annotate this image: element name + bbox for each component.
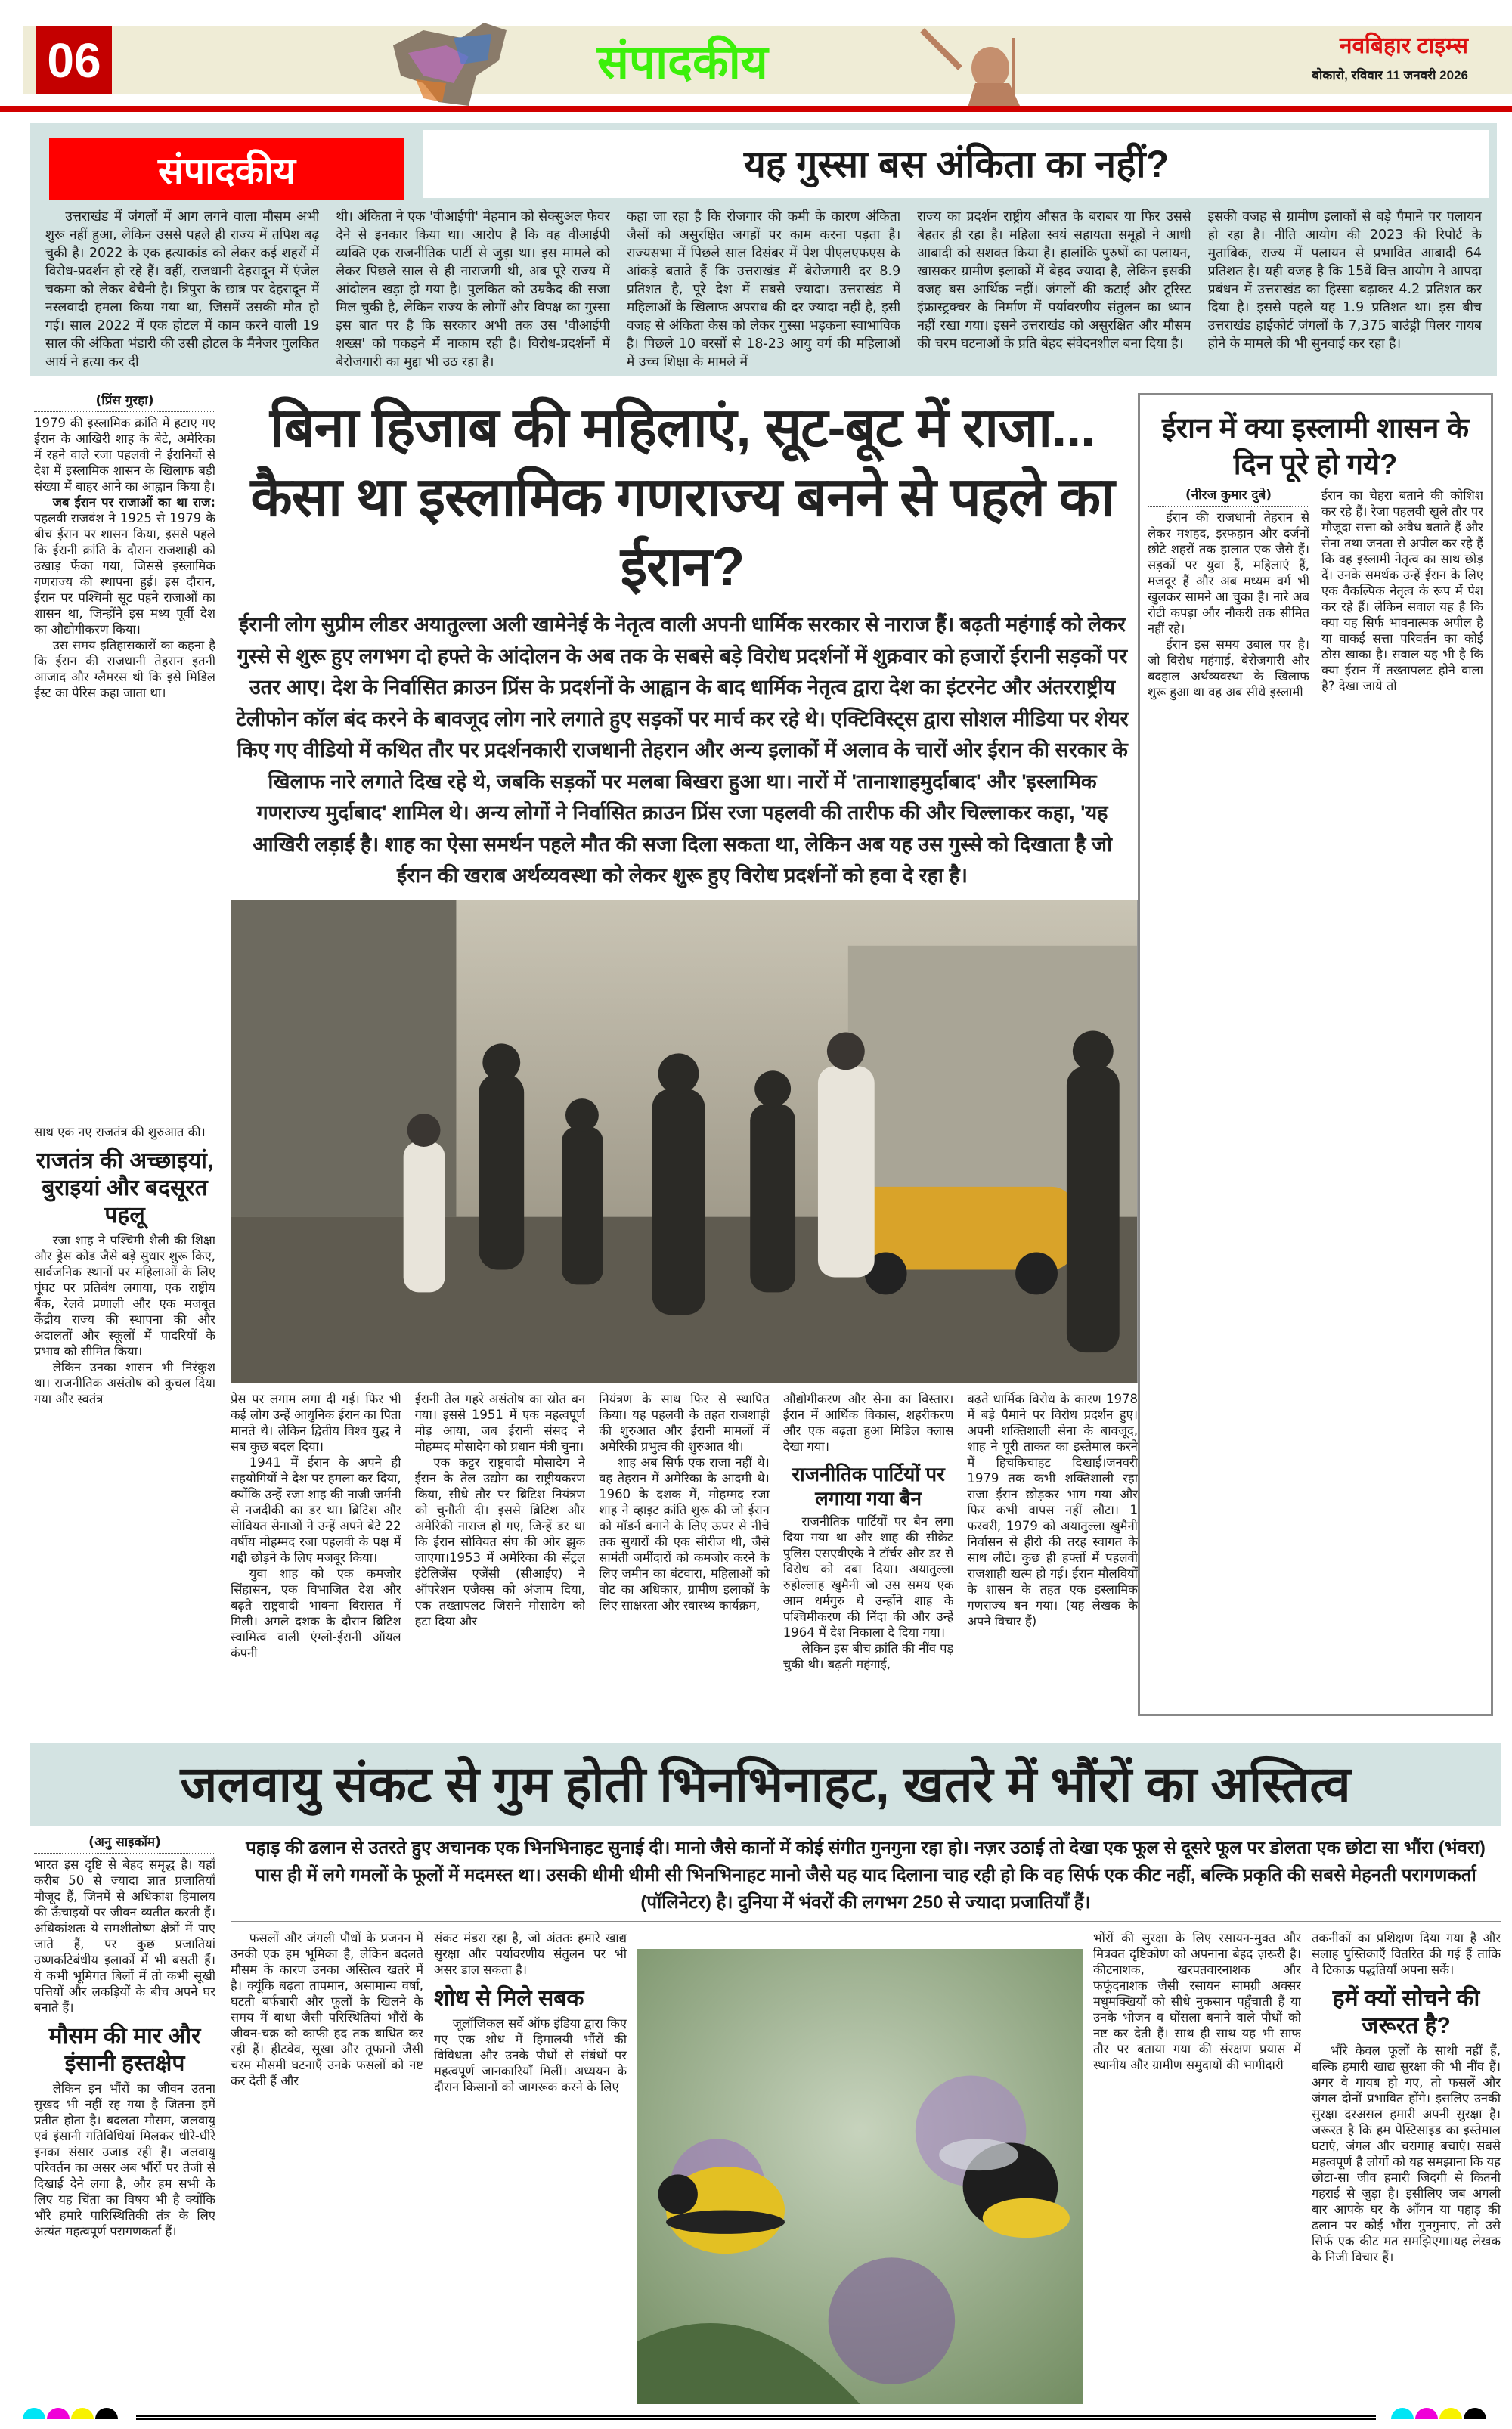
bee-column: भोंरों की सुरक्षा के लिए रसायन-मुक्त और मित्रवत दृष्टिकोण को अपनाना बेहद ज़रूरी है। कीटनाशक, खरपतवारनाशक और फफूंदनाशक जैसी रसायन सामग्री अक्सर मधुमक्खियों को सीधे नुकसान पहुँचाती हैं या उनके भोजन व घोंसला बनाने वाले पौधों को नष्ट कर देती हैं। साथ ही साथ यह भी साफ तौर पर बताया गया की संरक्षण प्रयास में स्थानीय और ग्रामीण समुदायों की भागीदारी [1093, 1931, 1301, 2072]
bee-left-column: (अनु साइकॉम) भारत इस दृष्टि से बेहद समृद्ध है। यहाँ करीब 50 से ज्यादा ज्ञात प्रजातियाँ मौजूद हैं, जिनमें से अधिकांश हिमालय की ऊँचाइयों पर जीवन व्यतीत करती हैं। अधिकांशतः ये समशीतोष्ण क्षेत्रों में पाए जाते हैं, पर कुछ प्रजातियां उष्णकटिबंधीय इलाकों में भी बसती हैं। ये कभी भूमिगत बिलों में तो कभी सूखी पत्तियों और लकड़ियों के बीच अपने घर बनाते हैं। मौसम की मार और इंसानी हस्तक्षेप लेकिन इन भौंरों का जीवन उतना सुखद भी नहीं रह गया है जितना हमें प्रतीत होता है। बदलता मौसम, जलवायु एवं इंसानी गतिविधियां मिलकर धीरे-धीरे इनका संसार उजाड़ रही हैं। जलवायु परिवर्तन का असर अब भौंरों पर तेजी से दिखाई देने लगा है, और हम सभी के लिए यह चिंता का विषय भी है क्योंकि भौंरे हमारे पारिस्थितिकी तंत्र के लिए अत्यंत महत्वपूर्ण परागणकर्ता हैं। [34, 1835, 215, 2238]
subhead-why: हमें क्यों सोचने की जरूरत है? [1332, 1986, 1480, 2038]
story-column: बढ़ते धार्मिक विरोध के कारण 1978 में बड़े पैमाने पर विरोध प्रदर्शन हुए। अपनी शक्तिशाली सेना के बावजूद, शाह ने पूरी ताकत का इस्तेमाल करने में हिचकिचाहट दिखाई।जनवरी 1979 तक कभी शक्तिशाली रहा राजा ईरान छोड़कर भाग गया और फिर कभी वापस नहीं लौटा। 1 फरवरी, 1979 को अयातुल्ला खुमैनी निर्वासन से हीरो की तरह स्वागत के साथ लौटे। कुछ ही हफ्तों में पहलवी राजशाही खत्म हो गई। ईरान मौलवियों के शासन के तहत एक इस्लामिक गणराज्य बन गया। (यह लेखक के अपने विचार हैं) [967, 1391, 1138, 1628]
bee-body [30, 1835, 1501, 2404]
black-mark [1464, 2408, 1486, 2419]
editorial-column: कहा जा रहा है कि रोजगार की कमी के कारण अंकिता जैसों को असुरक्षित जगहों पर काम करना पड़ता है। राज्यसभा में पिछले साल दिसंबर में पेश पीएलएफएस के आंकड़े बताते हैं कि उत्तराखंड में बेरोजगारी दर 8.9 प्रतिशत है, पूरे देश में सबसे ज्यादा। उत्तराखंड में महिलाओं के खिलाफ अपराध की दर ज्यादा नहीं है, इसी वजह से अंकिता केस को लेकर गुस्सा भड़कना स्वाभाविक है। पिछले 10 बरसों से 18-23 आयु वर्ग की महिलाओं में उच्च शिक्षा के मामले में [626, 209, 901, 370]
editorial-column: थी। अंकिता ने एक 'वीआईपी' मेहमान को सेक्सुअल फेवर देने से इनकार किया था। आरोप है कि वह वीआईपी व्यक्ति एक राजनीतिक पार्टी से जुड़ा था। इस मामले को लेकर पिछले साल से ही नाराजगी थी, अब पूरे राज्य में आंदोलन खड़ा हो गया है। पुलकित को उम्रकैद की सजा मिल चुकी है, लेकिन राज्य के लोगों और विपक्ष का गुस्सा इस बात पर है कि सरकार अभी तक उस 'वीआईपी शख्स' को पकड़ने में नाकाम रही है। विरोध-प्रदर्शनों में बेरोजगारी का मुद्दा भी उठ रहा है। [336, 209, 610, 370]
jharkhand-map-collage-icon [378, 23, 552, 110]
lead-in: जब ईरान पर राजाओं का था राज: [52, 495, 215, 510]
bee-columns [231, 1930, 1501, 2404]
byline: (प्रिंस गुरहा) [34, 393, 215, 412]
color-registration-marks [1391, 2408, 1486, 2423]
subhead-monarchy: राजतंत्र की अच्छाइयां, बुराइयां और बदसूरत पहलू [36, 1148, 214, 1228]
cyan-mark [23, 2408, 45, 2419]
editorial-headline: यह गुस्सा बस अंकिता का नहीं? [743, 143, 1170, 185]
story-column: औद्योगीकरण और सेना का विस्तार। ईरान में आर्थिक विकास, शहरीकरण और एक बढ़ता हुआ मिडिल क्लास देखा गया। राजनीतिक पार्टियों पर लगाया गया बैन राजनीतिक पार्टियों पर बैन लगा दिया गया था और शाह की सीक्रेट पुलिस एसएवीएके ने टॉर्चर और डर से विरोध को दबा दिया। अयातुल्ला रुहोल्लाह खुमैनी जो उस समय एक आम धर्मगुरु थे उन्होंने शाह के पश्चिमीकरण की निंदा की और उन्हें 1964 में देश निकाला दे दिया गया। लेकिन इस बीच क्रांति की नींव पड़ चुकी थी। बढ़ती महंगाई, [782, 1391, 954, 1671]
iran-deck: ईरानी लोग सुप्रीम लीडर अयातुल्ला अली खामेनेई के नेतृत्व वाली अपनी धार्मिक सरकार से नाराज हैं। बढ़ती महंगाई को लेकर गुस्से से शुरू हुए लगभग दो हफ्ते के आंदोलन के अब तक के सबसे बड़े विरोध प्रदर्शनों में शुक्रवार को हजारों ईरानी सड़कों पर उतर आए। देश के निर्वासित क्राउन प्रिंस के प्रदर्शनों के आह्वान के बाद धार्मिक नेतृत्व द्वारा देश का इंटरनेट और अंतरराष्ट्रीय टेलीफोन कॉल बंद करने के बावजूद लोग नारे लगाते हुए सड़कों पर मार्च कर रहे थे। एक्टिविस्ट्स द्वारा सोशल मीडिया पर शेयर किए गए वीडियो में कथित तौर पर प्रदर्शनकारी राजधानी तेहरान और अन्य इलाकों में अलाव के चारों ओर ईरान की सरकार के खिलाफ नारे लगाते दिख रहे थे, जबकि सड़कों पर मलबा बिखरा हुआ था। नारों में 'तानाशाहमुर्दाबाद' और 'इस्लामिक गणराज्य मुर्दाबाद' शामिल थे। अन्य लोगों ने निर्वासित क्राउन प्रिंस रजा पहलवी की तारीफ की और चिल्लाकर कहा, 'यह आखिरी लड़ाई है। शाह का ऐसा समर्थन पहले मौत की सजा दिला सकता था, लेकिन अब यह उस गुस्से को दिखाता है जो ईरान की खराब अर्थव्यवस्था को लेकर शुरू हुए विरोध प्रदर्शनों को हवा दे रहा है। [236, 613, 1129, 887]
street-scene-photo [231, 900, 1137, 1383]
opinion-column: (नीरज कुमार दुबे) ईरान की राजधानी तेहरान से लेकर मशहद, इस्फहान और दर्जनों छोटे शहरों तक हालात एक जैसे हैं। सड़कों पर युवा हैं, महिलाएं हैं, मजदूर हैं और अब मध्यम वर्ग भी खुलकर सामने आ चुका है। नारे अब रोटी कपड़ा और नौकरी तक सीमित नहीं रहे। ईरान इस समय उबाल पर है। जो विरोध महंगाई, बेरोजगारी और बदहाल अर्थव्यवस्था के खिलाफ शुरू हुआ था वह अब सीधे इस्लामी [1148, 488, 1309, 699]
bumblebee-on-thistle-image [637, 1949, 1083, 2404]
subhead-weather: मौसम की मार और इंसानी हस्तक्षेप [48, 2024, 201, 2076]
magenta-mark [47, 2408, 70, 2419]
cyan-mark [1391, 2408, 1414, 2419]
bee-headline: जलवायु संकट से गुम होती भिनभिनाहट, खतरे में भौंरों का अस्तित्व [30, 1743, 1501, 1826]
bee-column: तकनीकों का प्रशिक्षण दिया गया है और सलाह पुस्तिकाएँ वितरित की गई हैं ताकि वे टिकाऊ पद्धतियाँ अपना सकें। हमें क्यों सोचने की जरूरत है? भौंरे केवल फूलों के साथी नहीं हैं, बल्कि हमारी खाद्य सुरक्षा की भी नींव हैं। अगर वे गायब हो गए, तो फसलें और जंगल दोनों प्रभावित होंगे। इसलिए उनकी सुरक्षा दरअसल हमारी अपनी सुरक्षा है। जरूरत है कि हम पेस्टिसाइड का इस्तेमाल घटाएं, जंगल और चरागाह बचाएं। सबसे महत्वपूर्ण है लोगों को यह समझाना कि यह छोटा-सा जीव हमारी जिदगी से कितनी गहराई से जुड़ा है। इसीलिए जब अगली बार आपके घर के आँगन या पहाड़ की ढलान पर कोई भौंरा गुनगुनाए, तो उसे सिर्फ एक कीट मत समझिएगा।यह लेखक के निजी विचार हैं। [1312, 1931, 1501, 2264]
iran-headline: बिना हिजाब की महिलाएं, सूट-बूट में राजा... कैसा था इस्लामिक गणराज्य बनने से पहले का ईरान? [250, 398, 1114, 597]
editorial-column: उत्तराखंड में जंगलों में आग लगने वाला मौसम अभी शुरू नहीं हुआ, लेकिन उससे पहले ही राज्य में तपिश बढ़ चुकी है। 2022 के एक हत्याकांड को लेकर कई शहरों में विरोध-प्रदर्शन हो रहे हैं। वहीं, राजधानी देहरादून में एंजेल चकमा को लेकर बेचैनी है। त्रिपुरा के छात्र पर देहरादून में नस्लवादी हमला किया गया था, जिसमें उसकी मौत हो गई। साल 2022 में एक होटल में काम करने वाली 19 साल की अंकिता भंडारी की उसी होटल के मैनेजर पुलकित आर्य ने हत्या कर दी [45, 209, 320, 370]
story-column: नियंत्रण के साथ फिर से स्थापित किया। यह पहलवी के तहत राजशाही की शुरुआत और ईरानी मामलों में अमेरिकी प्रभुत्व की शुरुआत थी। शाह अब सिर्फ एक राजा नहीं थे। वह तेहरान में अमेरिका के आदमी थे। 1960 के दशक में, मोहम्मद रजा शाह ने व्हाइट क्रांति शुरू की जो ईरान को मॉडर्न बनाने के लिए ऊपर से नीचे तक सुधारों की एक सीरीज थी, जैसे सामंती जमींदारों को कमजोर करने के लिए जमीन का बंटवारा, महिलाओं को वोट का अधिकार, ग्रामीण इलाकों के लिए साक्षरता और स्वास्थ्य कार्यक्रम, [599, 1391, 770, 1613]
opinion-headline: ईरान में क्या इस्लामी शासन के दिन पूरे हो गये? [1161, 413, 1470, 481]
yellow-mark [71, 2408, 94, 2419]
footer-rule [136, 2415, 1376, 2420]
bee-column: संकट मंडरा रहा है, जो अंततः हमारे खाद्य सुरक्षा और पर्यावरणीय संतुलन पर भी असर डाल सकता है। शोध से मिले सबक जूलॉजिकल सर्वे ऑफ इंडिया द्वारा किए गए एक शोध में हिमालयी भौंरों की विविधता और उनके पौधों से संबंधों पर महत्वपूर्ण जानकारियाँ मिलीं। अध्ययन के दौरान किसानों को जागरूक करने के लिए [434, 1931, 627, 2094]
editorial-column: इसकी वजह से ग्रामीण इलाकों से बड़े पैमाने पर पलायन हो रहा है। नीति आयोग की 2023 की रिपोर्ट के मुताबिक, राज्य में पलायन से प्रभावित आबादी 64 प्रतिशत है। यही वजह है कि 15वें वित्त आयोग ने आपदा प्रबंधन में उत्तराखंड का हिस्सा बढ़ाकर 4.2 प्रतिशत कर दिया है। इससे पहले यह 1.9 प्रतिशत था। इस बीच उत्तराखंड हाईकोर्ट जंगलों के 7,375 बाउंड्री पिलर गायब होने के मामले की भी सुनवाई कर रहा है। [1207, 209, 1483, 352]
bumblebee-photo [637, 1949, 1083, 2404]
subhead-party-ban: राजनीतिक पार्टियों पर लगाया गया बैन [792, 1462, 945, 1510]
byline: (अनु साइकॉम) [34, 1835, 215, 1854]
iran-center-stack [227, 393, 1138, 1716]
bee-deck: पहाड़ की ढलान से उतरते हुए अचानक एक भिनभिनाहट सुनाई दी। मानो जैसे कानों में कोई संगीत गुनगुना रहा हो। नज़र उठाई तो देखा एक फूल से दूसरे फूल पर डोलता एक छोटा सा भौंरा (भंवरा) पास ही में लगे गमलों के फूलों में मदमस्त था। उसकी धीमी धीमी सी भिनभिनाहट मानो जैसे यह याद दिलाना चाह रही हो कि वह सिर्फ एक कीट नहीं, बल्कि प्रकृति की सबसे मेहनती परागणकर्ता (पॉलिनेटर) है। दुनिया में भंवरों की लगभग 250 से ज्यादा प्रजातियाँ हैं। [231, 1835, 1501, 1922]
iran-archive-photo [231, 900, 1138, 1383]
opinion-columns [1140, 488, 1491, 1714]
iran-lower-columns [231, 1391, 1138, 1717]
section-title: संपादकीय [597, 36, 768, 88]
story-column: ईरानी तेल गहरे असंतोष का स्रोत बन गया। इससे 1951 में एक महत्वपूर्ण मोड़ आया, जब ईरानी संसद ने मोहम्मद मोसादेग को प्रधान मंत्री चुना। एक कट्टर राष्ट्रवादी मोसादेग ने ईरान के तेल उद्योग का राष्ट्रीयकरण किया, सीधे तौर पर ब्रिटिश नियंत्रण को चुनौती दी। इससे ब्रिटिश और अमेरिकी नाराज हो गए, जिन्हें डर था कि ईरान सोवियत संघ की ओर झुक जाएगा।1953 में अमेरिका की सेंट्रल इंटेलिजेंस एजेंसी (सीआईए) ने ऑपरेशन एजैक्स को अंजाम दिया, एक तख्तापलट जिसने मोसादेग को हटा दिया और [414, 1391, 586, 1628]
editorial-columns [45, 208, 1482, 374]
story-column: प्रेस पर लगाम लगा दी गई। फिर भी कई लोग उन्हें आधुनिक ईरान का पिता मानते थे। लेकिन द्वितीय विश्व युद्ध ने सब कुछ बदल दिया। 1941 में ईरान के अपने ही सहयोगियों ने देश पर हमला कर दिया, क्योंकि उन्हें रजा शाह की नाजी जर्मनी से नजदीकी का डर था। ब्रिटिश और सोवियत सेनाओं ने उन्हें अपने बेटे 22 वर्षीय मोहम्मद रजा पहलवी के पक्ष में गद्दी छोड़ने के लिए मजबूर किया। युवा शाह को एक कमजोर सिंहासन, एक विभाजित देश और बढ़ते राष्ट्रवादी भावना विरासत में मिली। अगले दशक के दौरान ब्रिटिश स्वामित्व वाली एंग्लो-ईरानी ऑयल कंपनी [231, 1391, 401, 1660]
dateline: बोकारो, रविवार 11 जनवरी 2026 [1312, 68, 1468, 82]
header-rule [0, 106, 1512, 112]
opinion-column: ईरान का चेहरा बताने की कोशिश कर रहे हैं। रेजा पहलवी खुले तौर पर मौजूदा सत्ता को अवैध बताते हैं और सेना तथा जनता से अपील कर रहे हैं कि वह इस्लामी नेतृत्व का साथ छोड़ दें। उनके समर्थक उन्हें ईरान के लिए एक वैकल्पिक नेतृत्व के रूप में पेश कर रहे हैं। लेकिन सवाल यह है कि क्या यह सिर्फ भावनात्मक अपील है या वाकई सत्ता परिवर्तन का कोई ठोस खाका है। सवाल यह भी है कि क्या ईरान में तख्तापलट होने वाला है? देखा जाये तो [1321, 488, 1483, 693]
bee-column: फसलों और जंगली पौधों के प्रजनन में उनकी एक हम भूमिका है, लेकिन बदलते मौसम के कारण उनका अस्तित्व खतरे में है। क्यूंकि बढ़ता तापमान, असामान्य वर्षा, घटती बर्फबारी और फूलों के खिलने के समय में बाधा जैसी परिस्थितियां भौंरों के जीवन-चक्र को काफी हद तक बाधित कर रही हैं। हीटवेव, सूखा और तूफानों जैसी चरम मौसमी घटनाएँ उनके फसलों को नष्ट कर देती हैं और [231, 1931, 423, 2088]
iran-left-column: (प्रिंस गुरहा) 1979 की इस्लामिक क्रांति में हटाए गए ईरान के आखिरी शाह के बेटे, अमेरिका में रहने वाले रजा पहलवी ने ईरानियों से देश में इस्लामिक शासन के खिलाफ बड़ी संख्या में बाहर आने का आह्वान किया है। जब ईरान पर राजाओं का था राज: पहलवी राजवंश ने 1925 से 1979 के बीच ईरान पर शासन किया, इससे पहले कि ईरानी क्रांति के दौरान राजशाही को उखाड़ फेंका गया, जिससे इस्लामिक गणराज्य की स्थापना हुई। इस दौरान, ईरान पर पश्चिमी सूट पहने राजाओं का शासन था, जिन्होंने इस मध्य पूर्वी देश का औद्योगीकरण किया। उस समय इतिहासकारों का कहना है कि ईरान की राजधानी तेहरान इतनी आजाद और ग्लैमरस थी कि इसे मिडिल ईस्ट का पेरिस कहा जाता था। साथ एक नए राजतंत्र की शुरुआत की। राजतंत्र की अच्छाइयां, बुराइयां और बदसूरत पहलू रजा शाह ने पश्चिमी शैली की शिक्षा और ड्रेस कोड जैसे बड़े सुधार शुरू किए, सार्वजनिक स्थानों पर महिलाओं के लिए घूंघट पर प्रतिबंध लगाया, एक राष्ट्रीय बैंक, रेलवे प्रणाली और एक मजबूत केंद्रीय राज्य की स्थापना की और अदालतों और स्कूलों में पादरियों के प्रभाव को सीमित किया। लेकिन उनका शासन भी निरंकुश था। राजनीतिक असंतोष को कुचल दिया गया और स्वतंत्र [34, 393, 215, 1406]
yellow-mark [1439, 2408, 1462, 2419]
subhead-research: शोध से मिले सबक [434, 1986, 584, 2011]
black-mark [95, 2408, 118, 2419]
byline: (नीरज कुमार दुबे) [1148, 488, 1309, 507]
color-registration-marks [23, 2408, 118, 2423]
iran-opinion-box [1138, 393, 1493, 1716]
magenta-mark [1415, 2408, 1438, 2419]
newspaper-name: नवबिहार टाइम्स [1339, 33, 1468, 58]
editorial-column: राज्य का प्रदर्शन राष्ट्रीय औसत के बराबर या फिर उससे बेहतर ही रहा है। महिला स्वयं सहायता समूहों ने आधी आबादी को सशक्त किया है। हालांकि पुरुषों का पलायन, खासकर ग्रामीण इलाकों में बेहद ज्यादा है, लेकिन इसकी वजह बस आर्थिक नहीं। जंगलों की कटाई और टूरिस्ट इंफ्रास्ट्रक्चर के निर्माण में पर्यावरणीय संतुलन का ध्यान नहीं रखा गया। इसने उत्तराखंड को असुरक्षित और मौसम की चरम घटनाओं के प्रति बेहद संवेदनशील बना दिया है। [917, 209, 1191, 352]
bee-main [231, 1835, 1501, 2404]
archer-statue-icon [907, 23, 1058, 107]
bee-story [30, 1743, 1501, 2404]
editorial-headline-box [423, 130, 1489, 198]
page-number: 06 [36, 26, 112, 94]
editorial-label: संपादकीय [49, 138, 404, 200]
